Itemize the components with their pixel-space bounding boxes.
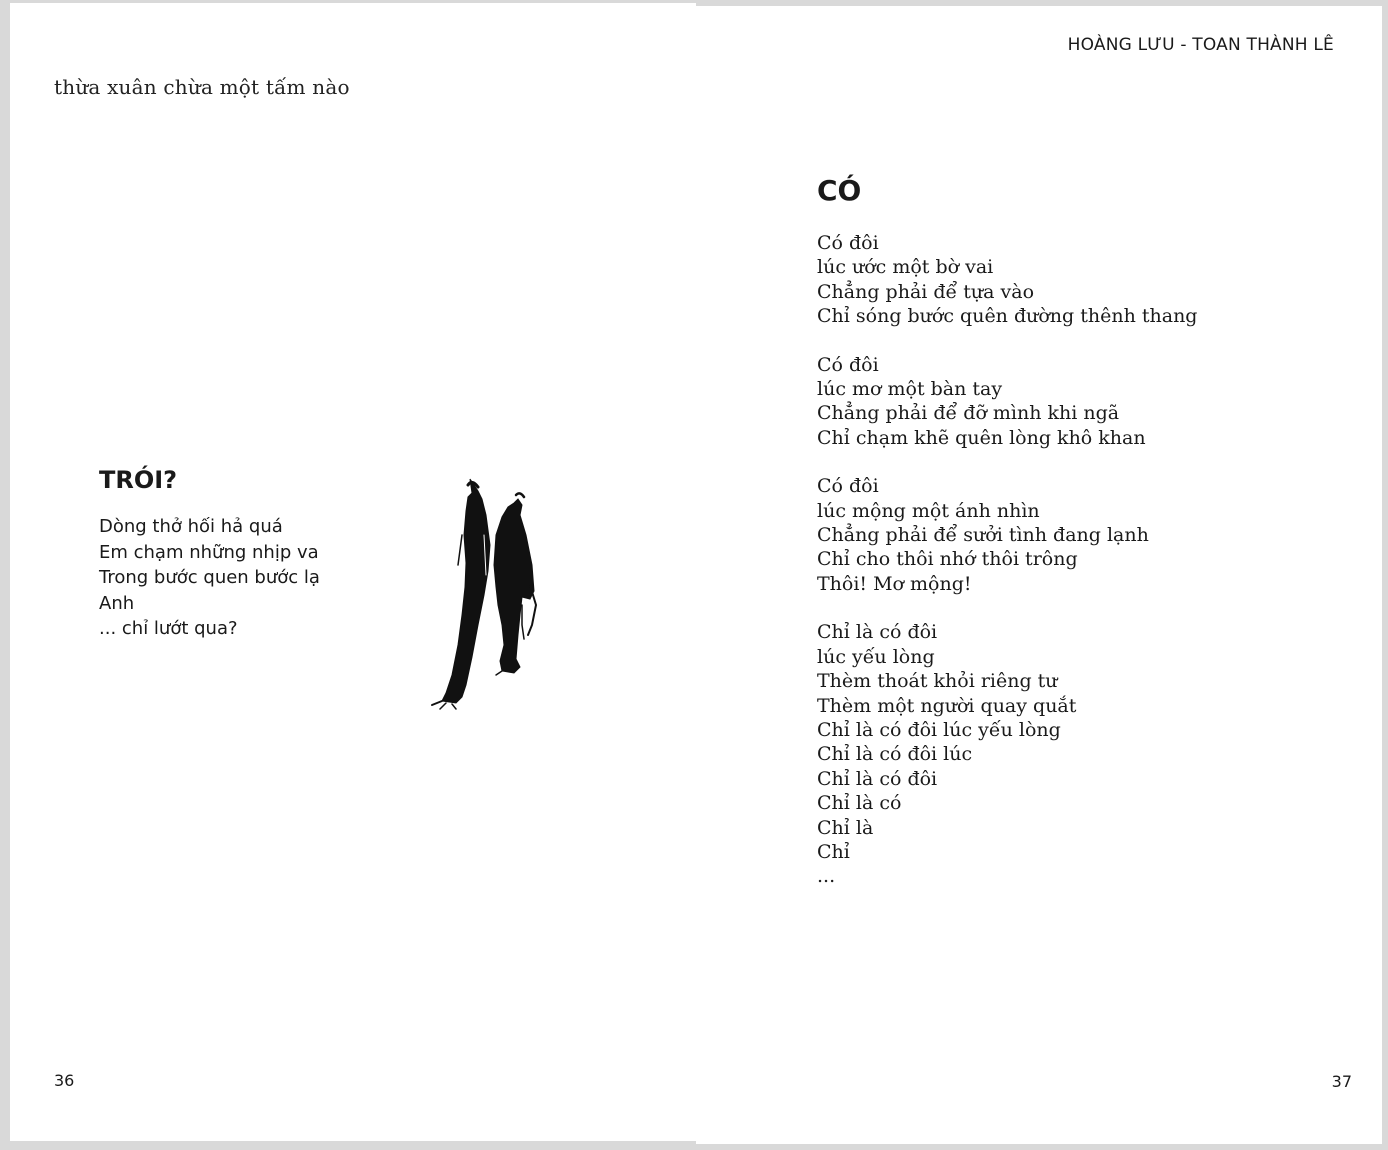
poem-title: CÓ <box>817 174 862 207</box>
page-number: 36 <box>54 1071 75 1090</box>
poem-line: Chỉ là có đôi lúc <box>817 743 973 766</box>
poem-line: Chỉ <box>817 840 850 863</box>
poem-line: lúc mộng một ánh nhìn <box>817 499 1040 522</box>
poem-line: ... chỉ lướt qua? <box>99 618 238 639</box>
poem-line: Chỉ là có <box>817 792 902 815</box>
poem-line: Có đôi <box>817 475 879 498</box>
poem-line: Chỉ là có đôi <box>817 767 938 790</box>
poem-co <box>817 174 1197 913</box>
poem-line: Trong bước quen bước lạ <box>99 567 320 588</box>
poem-line: Thèm một người quay quắt <box>817 694 1077 717</box>
poem-line: Chẳng phải để tựa vào <box>817 280 1035 303</box>
poem-line: ... <box>817 865 836 888</box>
poem-line: Chỉ cho thôi nhớ thôi trông <box>817 548 1078 571</box>
right-page <box>696 6 1382 1144</box>
poem-line: Chỉ chạm khẽ quên lòng khô khan <box>817 426 1146 449</box>
poem-line: Anh <box>99 592 135 614</box>
poem-line: Chỉ là <box>817 816 874 839</box>
poem-line: Chỉ là có đôi lúc yếu lòng <box>817 718 1061 741</box>
stanza <box>817 620 1197 888</box>
poem-troi <box>99 466 320 642</box>
poem-line: lúc mơ một bàn tay <box>817 378 1003 401</box>
stanza <box>817 474 1197 596</box>
poem-line: Thôi! Mơ mộng! <box>817 572 972 595</box>
poem-line: lúc yếu lòng <box>817 645 935 668</box>
poem-line: Chỉ là có đôi <box>817 621 938 644</box>
two-figures-illustration <box>422 475 547 710</box>
left-page <box>10 3 696 1141</box>
poem-line: Dòng thở hối hả quá <box>99 516 283 537</box>
poem-line: lúc ước một bờ vai <box>817 256 994 279</box>
poem-title: TRÓI? <box>99 466 178 494</box>
poem-line: Chẳng phải để đỡ mình khi ngã <box>817 402 1120 425</box>
poem-line: Có đôi <box>817 353 879 376</box>
stanza <box>817 231 1197 329</box>
author-header: HOÀNG LƯU - TOAN THÀNH LÊ <box>1067 35 1334 55</box>
poem-line: Có đôi <box>817 232 879 254</box>
poem-line: Em chạm những nhịp va <box>99 541 319 563</box>
stanza <box>817 353 1197 451</box>
page-number: 37 <box>1331 1072 1352 1091</box>
poem-line: Thèm thoát khỏi riêng tư <box>817 670 1058 693</box>
running-title: thừa xuân chừa một tấm nào <box>54 75 350 99</box>
poem-line: Chỉ sóng bước quên đường thênh thang <box>817 305 1198 328</box>
poem-line: Chẳng phải để sưởi tình đang lạnh <box>817 524 1149 547</box>
